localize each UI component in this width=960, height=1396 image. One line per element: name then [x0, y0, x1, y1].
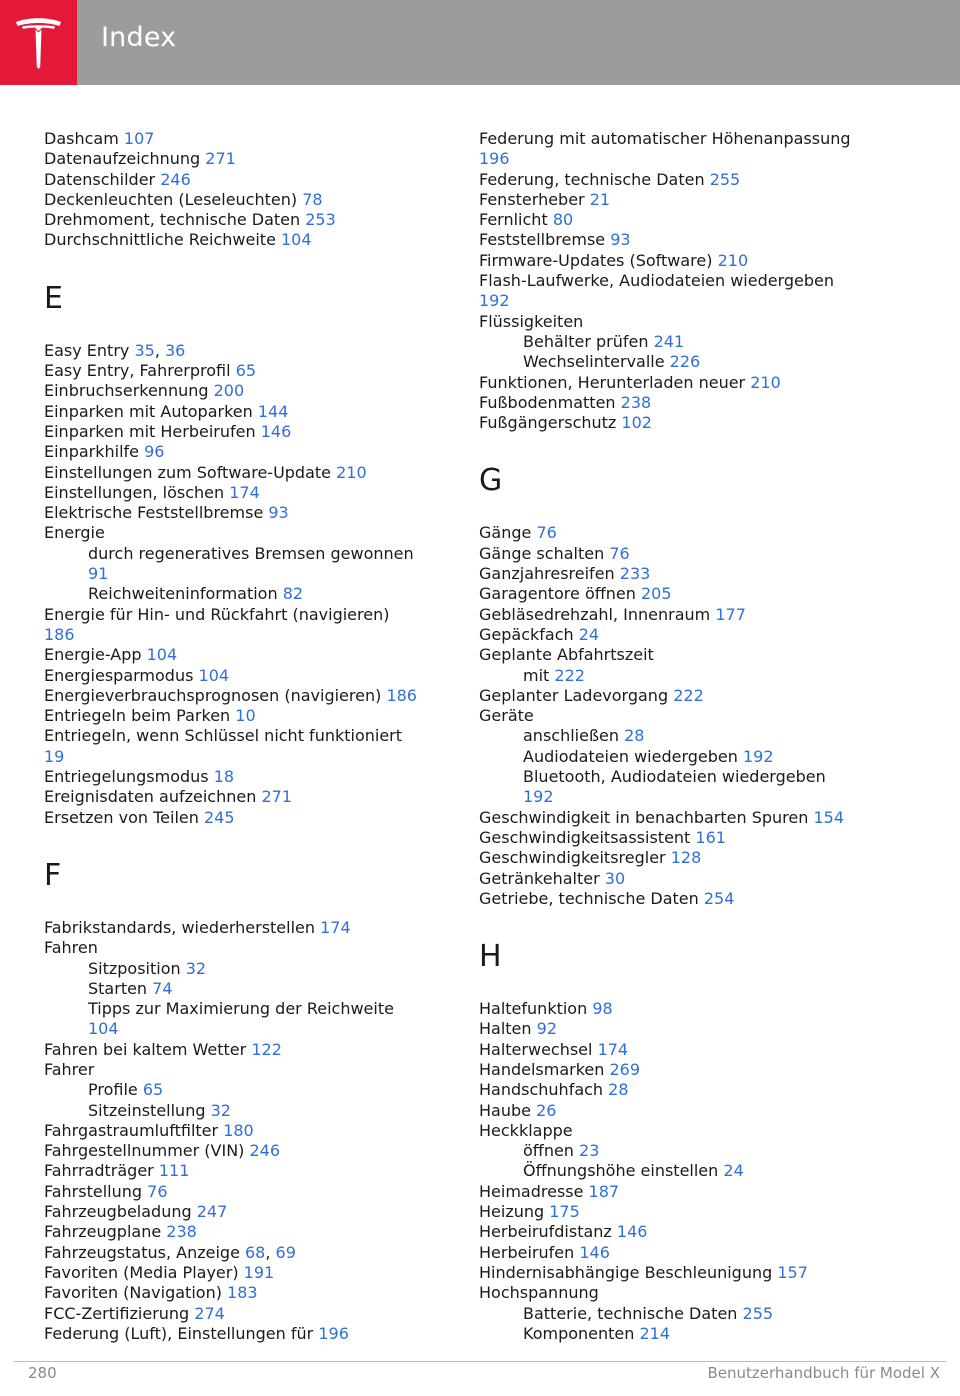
index-entry-label: Durchschnittliche Reichweite [44, 230, 276, 250]
page-link[interactable]: 175 [549, 1202, 580, 1222]
index-entry-label: Fahrer [44, 1059, 95, 1079]
index-entry [44, 463, 474, 483]
page-link[interactable]: 210 [336, 462, 367, 482]
page-link[interactable]: 122 [251, 1039, 282, 1059]
index-entry-label: Starten [88, 978, 148, 998]
index-letter-heading: G [479, 463, 503, 499]
index-entry-label: Ereignisdaten aufzeichnen [44, 787, 257, 807]
index-entry-label: Haube [479, 1100, 531, 1120]
index-entry [479, 706, 909, 726]
page-link[interactable]: 180 [223, 1120, 254, 1140]
page-link[interactable]: 26 [536, 1100, 557, 1120]
page-link[interactable]: 76 [147, 1181, 168, 1201]
index-entry-label: Fußgängerschutz [479, 413, 617, 433]
index-entry [44, 1121, 474, 1141]
page-link[interactable]: 174 [320, 917, 351, 937]
index-entry-label: Fahrradträger [44, 1161, 154, 1181]
index-entry-label: durch regeneratives Bremsen gewonnen [88, 543, 414, 563]
index-subentry [479, 1161, 909, 1181]
index-subentry [479, 726, 909, 746]
index-entry-label: Fahrgestellnummer (VIN) [44, 1141, 245, 1161]
page-link[interactable]: 210 [717, 250, 749, 270]
page-link[interactable]: 146 [260, 421, 292, 441]
page-link[interactable]: 154 [813, 807, 845, 827]
index-entry-label: Haltefunktion [479, 999, 588, 1019]
index-entry [479, 271, 909, 291]
index-entry-label: Energie für Hin- und Rückfahrt (navigieren) [44, 604, 390, 624]
index-entry-label: Fernlicht [479, 210, 548, 230]
index-entry [479, 828, 909, 848]
index-entry: Easy Entry 35, 36 [44, 340, 186, 360]
index-entry-label: Halten [479, 1019, 532, 1039]
page-link[interactable]: 98 [592, 999, 613, 1019]
page-link[interactable]: 246 [160, 169, 191, 189]
index-subentry [479, 352, 909, 372]
index-entry-label: Audiodateien wiedergeben [523, 746, 738, 766]
page-link[interactable]: 253 [305, 210, 336, 230]
index-entry [479, 999, 909, 1019]
index-entry-label: Fahrzeugplane [44, 1222, 162, 1242]
index-entry-label: Batterie, technische Daten [523, 1303, 738, 1323]
page-link[interactable]: 102 [621, 413, 652, 433]
page-link[interactable]: 187 [588, 1181, 620, 1201]
index-entry [44, 361, 474, 381]
index-entry [479, 1101, 909, 1121]
page-link[interactable]: 24 [578, 624, 600, 644]
index-entry-label: Datenaufzeichnung [44, 149, 201, 169]
page-link[interactable]: 91 [88, 564, 109, 584]
page-link[interactable]: 271 [261, 787, 292, 807]
page-link[interactable]: 144 [257, 401, 289, 421]
index-letter-heading: E [44, 280, 63, 316]
index-entry-label: Einstellungen, löschen [44, 482, 225, 502]
page-link[interactable]: 246 [249, 1141, 281, 1161]
index-letter-heading: F [44, 857, 62, 893]
page-link[interactable]: 174 [597, 1039, 629, 1059]
index-entry-label: Energieverbrauchsprognosen (navigieren) [44, 685, 382, 705]
page-link[interactable]: 200 [213, 381, 245, 401]
index-entry-label: Tipps zur Maximierung der Reichweite [88, 999, 394, 1019]
index-entry-label: Fahren [44, 938, 98, 958]
index-entry [44, 787, 474, 807]
index-entry-label: Fahrzeugstatus, Anzeige [44, 1242, 240, 1262]
index-subentry [479, 747, 909, 767]
index-entry [44, 1141, 474, 1161]
index-entry [479, 129, 909, 149]
index-entry [44, 767, 474, 787]
footer-page-number: 280 [28, 1364, 57, 1382]
index-entry [479, 686, 909, 706]
index-entry [479, 1019, 909, 1039]
index-entry [479, 291, 909, 311]
index-column-right [479, 129, 909, 1344]
page-link[interactable]: 82 [282, 584, 304, 604]
index-entry [44, 686, 474, 706]
page-link[interactable]: 192 [742, 746, 774, 766]
index-entry-label: Reichweiteninformation [88, 584, 278, 604]
page-link[interactable]: 191 [243, 1262, 275, 1282]
index-entry-label: Herbeirufen [479, 1242, 575, 1262]
index-entry-label: Geschwindigkeitsassistent [479, 827, 691, 847]
index-entry-label: Ersetzen von Teilen [44, 807, 199, 827]
page-link[interactable]: 161 [695, 827, 726, 847]
index-entry [44, 1263, 474, 1283]
page-link[interactable]: 74 [152, 978, 173, 998]
index-entry-label: Entriegeln, wenn Schlüssel nicht funktioniert [44, 726, 403, 746]
page-link[interactable]: 269 [609, 1059, 641, 1079]
index-entry-label: Geplanter Ladevorgang [479, 685, 669, 705]
page-link[interactable]: 128 [670, 848, 702, 868]
index-entry [479, 373, 909, 393]
index-entry-label: Einbruchserkennung [44, 381, 209, 401]
index-entry [479, 1283, 909, 1303]
index-entry [44, 442, 474, 462]
index-entry-label: Heizung [479, 1202, 545, 1222]
index-entry-label: Fahrzeugbeladung [44, 1202, 192, 1222]
index-entry [44, 666, 474, 686]
index-entry-label: Energiesparmodus [44, 665, 194, 685]
index-entry-label: Favoriten (Navigation) [44, 1283, 222, 1303]
index-entry [44, 402, 474, 422]
index-entry-label: Federung (Luft), Einstellungen für [44, 1323, 314, 1343]
page-link[interactable]: 254 [703, 888, 735, 908]
index-entry-label: Geplante Abfahrtszeit [479, 645, 654, 665]
index-entry [44, 1304, 474, 1324]
page-link[interactable]: 205 [640, 584, 672, 604]
index-entry-label: Handschuhfach [479, 1080, 604, 1100]
index-entry-label: Energie [44, 523, 105, 543]
index-entry [44, 190, 474, 210]
page-link[interactable]: 255 [709, 169, 741, 189]
index-entry [479, 1060, 909, 1080]
index-entry [44, 170, 474, 190]
index-entry-label: Behälter prüfen [523, 331, 649, 351]
page-link[interactable]: 35 [134, 340, 155, 360]
index-entry-label: Herbeirufdistanz [479, 1222, 612, 1242]
index-entry [44, 625, 474, 645]
index-subentry [44, 564, 474, 584]
index-entry [479, 869, 909, 889]
index-entry [44, 605, 474, 625]
index-entry-label: Energie-App [44, 645, 142, 665]
page-link[interactable]: 196 [318, 1323, 349, 1343]
index-entry-label: Deckenleuchten (Leseleuchten) [44, 189, 298, 209]
index-entry-label: Öffnungshöhe einstellen [523, 1161, 719, 1181]
index-entry [44, 483, 474, 503]
page-link[interactable]: 222 [554, 665, 585, 685]
index-entry [479, 251, 909, 271]
index-subentry [44, 1101, 474, 1121]
index-entry-label: Einparkhilfe [44, 442, 140, 462]
index-entry-label: Entriegeln beim Parken [44, 706, 231, 726]
footer-divider [14, 1361, 946, 1362]
page-link[interactable]: 68 [245, 1242, 266, 1262]
page-link[interactable]: 271 [205, 149, 236, 169]
index-entry [479, 1243, 909, 1263]
index-entry: Fahrzeugstatus, Anzeige 68, 69 [44, 1242, 296, 1262]
index-entry-label: Handelsmarken [479, 1059, 605, 1079]
index-entry [479, 1040, 909, 1060]
index-entry-label: Feststellbremse [479, 230, 606, 250]
index-entry-label: Easy Entry, Fahrerprofil [44, 361, 231, 381]
index-entry [44, 230, 474, 250]
index-entry [479, 1202, 909, 1222]
page-link[interactable]: 146 [616, 1222, 648, 1242]
index-entry-label: Funktionen, Herunterladen neuer [479, 372, 746, 392]
index-subentry [44, 1019, 474, 1039]
index-entry [44, 706, 474, 726]
index-entry [479, 605, 909, 625]
tesla-logo-icon [14, 17, 63, 69]
index-entry [44, 918, 474, 938]
footer-manual-title: Benutzerhandbuch für Model X [707, 1364, 940, 1382]
page-link[interactable]: 93 [268, 503, 289, 523]
index-entry [44, 381, 474, 401]
index-entry [44, 149, 474, 169]
index-entry-label: Hindernisabhängige Beschleunigung [479, 1262, 773, 1282]
index-entry-label: Heckklappe [479, 1120, 573, 1140]
index-entry [479, 645, 909, 665]
index-entry-label: öffnen [523, 1141, 574, 1161]
index-entry [44, 1060, 474, 1080]
index-entry-label: Fahrgastraumluftfilter [44, 1120, 219, 1140]
page-link[interactable]: 111 [158, 1161, 190, 1181]
page-title: Index [101, 22, 177, 53]
page-link[interactable]: 186 [44, 624, 75, 644]
page-link[interactable]: 192 [523, 787, 554, 807]
page-link[interactable]: 245 [203, 807, 235, 827]
index-entry-label: Heimadresse [479, 1181, 584, 1201]
index-entry [479, 1080, 909, 1100]
page-link[interactable]: 255 [742, 1303, 774, 1323]
index-entry-label: Sitzposition [88, 958, 181, 978]
page-link[interactable]: 210 [750, 372, 781, 392]
page-link[interactable]: 196 [479, 149, 510, 169]
index-entry [479, 848, 909, 868]
index-entry [44, 1182, 474, 1202]
page-link[interactable]: 104 [281, 230, 312, 250]
index-subentry [44, 999, 474, 1019]
page-link[interactable]: 107 [123, 129, 155, 148]
index-entry-label: Halterwechsel [479, 1039, 593, 1059]
page-link[interactable]: 247 [196, 1202, 228, 1222]
index-entry [479, 584, 909, 604]
index-subentry [479, 767, 909, 787]
index-entry [479, 1222, 909, 1242]
index-entry [479, 190, 909, 210]
index-entry-label: Wechselintervalle [523, 352, 665, 372]
index-subentry [479, 787, 909, 807]
index-entry [479, 1121, 909, 1141]
index-entry-label: Einparken mit Autoparken [44, 401, 253, 421]
page-link[interactable]: 104 [88, 1019, 119, 1039]
index-entry-label: Flüssigkeiten [479, 311, 584, 331]
index-entry-label: Fußbodenmatten [479, 392, 616, 412]
index-entry [44, 938, 474, 958]
index-entry-label: FCC-Zertifizierung [44, 1303, 190, 1323]
index-entry-label: Gepäckfach [479, 624, 574, 644]
index-entry [44, 1324, 474, 1344]
index-entry-label: Entriegelungsmodus [44, 767, 209, 787]
index-entry [479, 393, 909, 413]
index-entry-label: Komponenten [523, 1323, 635, 1343]
page-link[interactable]: 30 [604, 868, 626, 888]
index-column-left [44, 129, 474, 1344]
index-subentry [44, 544, 474, 564]
index-entry-label: Geschwindigkeitsregler [479, 848, 666, 868]
index-entry [44, 645, 474, 665]
index-entry [479, 312, 909, 332]
page-link[interactable]: 78 [302, 189, 323, 209]
page-link[interactable]: 92 [536, 1019, 557, 1039]
index-subentry [479, 332, 909, 352]
page-link[interactable]: 28 [608, 1080, 629, 1100]
index-entry-label: Gänge [479, 523, 532, 543]
page-link[interactable]: 28 [624, 726, 645, 746]
index-entry [44, 808, 474, 828]
index-subentry [44, 584, 474, 604]
index-subentry [44, 1080, 474, 1100]
page-header [0, 0, 960, 85]
index-entry [479, 808, 909, 828]
index-entry-label: Fensterheber [479, 189, 585, 209]
index-entry-label: Geschwindigkeit in benachbarten Spuren [479, 807, 809, 827]
page-link[interactable]: 93 [610, 230, 631, 250]
index-entry [44, 210, 474, 230]
page-link[interactable]: 226 [669, 352, 701, 372]
page-link[interactable]: 80 [552, 210, 574, 230]
index-entry-label: Federung mit automatischer Höhenanpassung [479, 129, 851, 148]
index-entry [479, 564, 909, 584]
page-link[interactable]: 104 [146, 645, 178, 665]
index-entry [44, 503, 474, 523]
page-link[interactable]: 65 [235, 361, 257, 381]
index-entry [479, 230, 909, 250]
index-entry-label: Firmware-Updates (Software) [479, 250, 713, 270]
index-entry [44, 1202, 474, 1222]
index-entry [44, 129, 474, 149]
page-link[interactable]: 157 [777, 1262, 808, 1282]
page-link[interactable]: 186 [386, 685, 417, 705]
index-entry-label: Ganzjahresreifen [479, 564, 615, 584]
page-link[interactable]: 69 [275, 1242, 296, 1262]
index-entry [44, 747, 474, 767]
index-entry [479, 889, 909, 909]
page-link[interactable]: 24 [723, 1161, 744, 1181]
index-subentry [479, 1304, 909, 1324]
page-link[interactable]: 23 [579, 1141, 600, 1161]
page-link[interactable]: 76 [609, 543, 630, 563]
index-entry-label: Easy Entry [44, 340, 130, 360]
page-link[interactable]: 32 [185, 958, 207, 978]
index-entry-label: Getränkehalter [479, 868, 600, 888]
index-entry [44, 1161, 474, 1181]
index-entry-label: Getriebe, technische Daten [479, 888, 699, 908]
index-entry [479, 544, 909, 564]
index-subentry [479, 1324, 909, 1344]
index-entry-label: Einstellungen zum Software-Update [44, 462, 332, 482]
page-link[interactable]: 238 [620, 392, 652, 412]
page-link[interactable]: 183 [227, 1283, 258, 1303]
index-entry [44, 422, 474, 442]
page-link[interactable]: 238 [166, 1222, 197, 1242]
index-entry-label: Gänge schalten [479, 543, 605, 563]
page-link[interactable]: 174 [229, 482, 260, 502]
index-entry [479, 625, 909, 645]
index-entry [44, 523, 474, 543]
index-entry-label: anschließen [523, 726, 620, 746]
index-entry [479, 149, 909, 169]
page-link[interactable]: 96 [144, 442, 165, 462]
page-link[interactable]: 192 [479, 291, 510, 311]
index-entry-label: Einparken mit Herbeirufen [44, 421, 256, 441]
index-entry-label: Elektrische Feststellbremse [44, 503, 264, 523]
index-entry-label: Favoriten (Media Player) [44, 1262, 239, 1282]
index-letter-heading: H [479, 939, 502, 975]
index-entry [479, 210, 909, 230]
page-link[interactable]: 222 [673, 685, 704, 705]
index-entry-label: Dashcam [44, 129, 119, 148]
page-link[interactable]: 146 [579, 1242, 610, 1262]
index-entry [479, 170, 909, 190]
index-subentry [44, 959, 474, 979]
index-subentry [44, 979, 474, 999]
brand-logo [0, 0, 77, 85]
page-link[interactable]: 241 [653, 331, 685, 351]
index-entry-label: Federung, technische Daten [479, 169, 705, 189]
index-entry-label: Flash-Laufwerke, Audiodateien wiedergeben [479, 271, 835, 291]
page-link[interactable]: 233 [619, 564, 651, 584]
index-entry [44, 1040, 474, 1060]
index-entry [44, 1283, 474, 1303]
page-link[interactable]: 21 [589, 189, 611, 209]
index-entry-label: Profile [88, 1080, 138, 1100]
page-link[interactable]: 214 [639, 1323, 671, 1343]
page-link[interactable]: 18 [213, 767, 235, 787]
index-entry [44, 1222, 474, 1242]
index-entry [44, 726, 474, 746]
index-entry [479, 1182, 909, 1202]
page-link[interactable]: 65 [142, 1080, 164, 1100]
page-link[interactable]: 76 [536, 523, 557, 543]
index-entry-label: Bluetooth, Audiodateien wiedergeben [523, 767, 826, 787]
index-subentry [479, 666, 909, 686]
index-subentry [479, 1141, 909, 1161]
index-entry-label: Garagentore öffnen [479, 584, 636, 604]
page-link[interactable]: 104 [198, 665, 230, 685]
page-link[interactable]: 177 [715, 604, 746, 624]
index-entry-label: Fabrikstandards, wiederherstellen [44, 917, 316, 937]
page-link[interactable]: 19 [44, 746, 65, 766]
index-entry-label: mit [523, 665, 550, 685]
page-link[interactable]: 32 [210, 1100, 231, 1120]
index-entry [479, 413, 909, 433]
index-entry-label: Drehmoment, technische Daten [44, 210, 301, 230]
page-link[interactable]: 36 [165, 340, 186, 360]
index-entry [479, 1263, 909, 1283]
index-entry-label: Geräte [479, 706, 534, 726]
page-link[interactable]: 274 [194, 1303, 225, 1323]
page-link[interactable]: 10 [235, 706, 256, 726]
index-entry-label: Fahrstellung [44, 1181, 143, 1201]
index-entry-label: Sitzeinstellung [88, 1100, 206, 1120]
index-entry-label: Fahren bei kaltem Wetter [44, 1039, 247, 1059]
index-entry [479, 523, 909, 543]
index-entry-label: Datenschilder [44, 169, 156, 189]
index-entry-label: Hochspannung [479, 1283, 599, 1303]
index-entry-label: Gebläsedrehzahl, Innenraum [479, 604, 711, 624]
